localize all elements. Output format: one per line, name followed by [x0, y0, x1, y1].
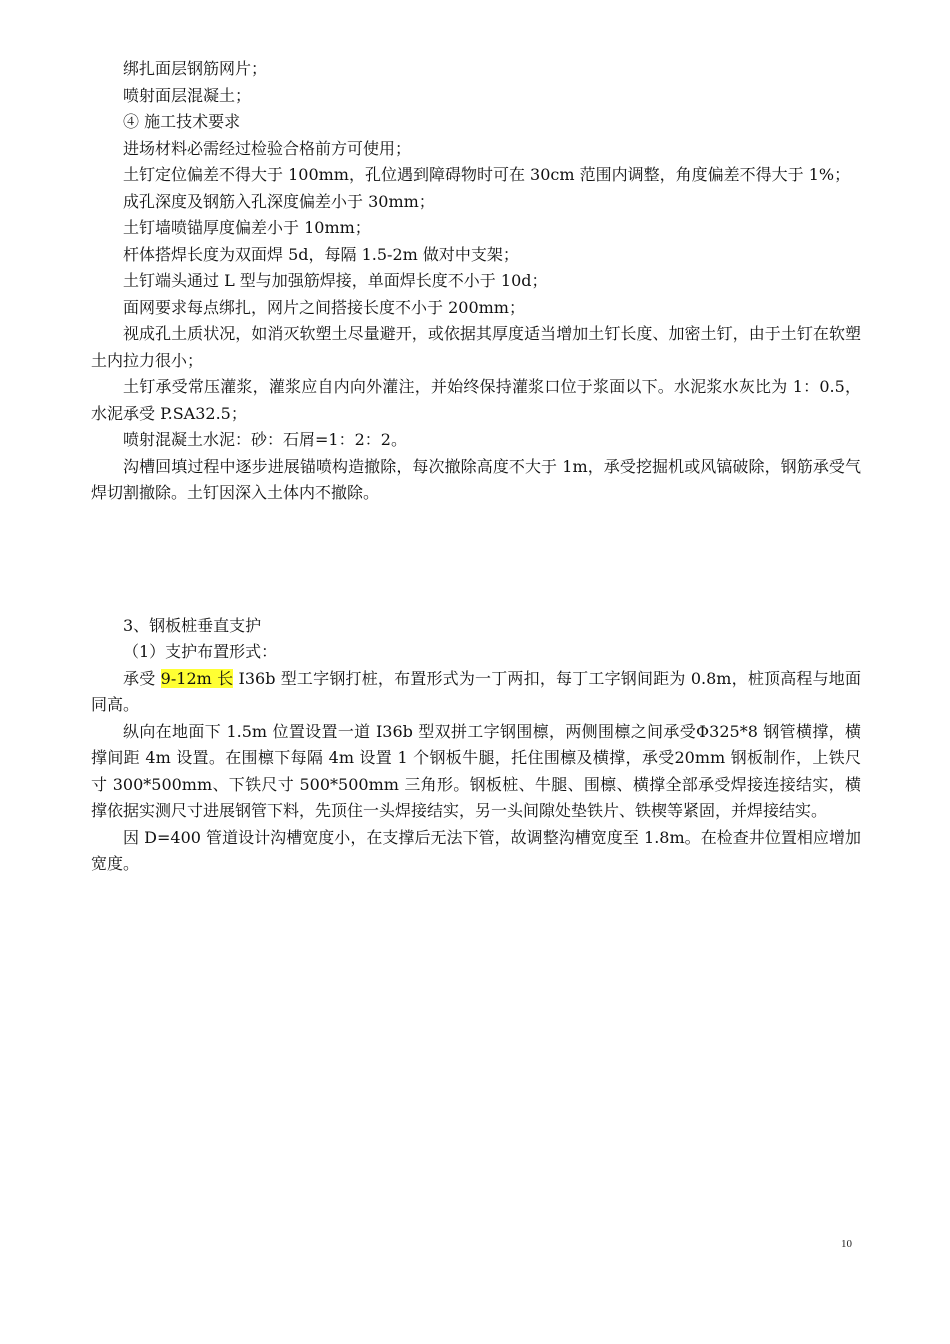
paragraph: 面网要求每点绑扎，网片之间搭接长度不小于 200mm； [123, 297, 525, 317]
section-subheading: （1）支护布置形式： [123, 642, 278, 661]
section-heading: 3、钢板桩垂直支护 [123, 615, 262, 635]
paragraph-suffix: I36b 型工字钢打桩，布置形式为一丁两扣，每丁工字钢间距为 0.8m，桩顶高程与地面同高。 [91, 668, 861, 714]
paragraph: 土钉承受常压灌浆，灌浆应自内向外灌注，并始终保持灌浆口位于浆面以下。水泥浆水灰比为 1：0.5，水泥承受 P.SA32.5； [91, 377, 861, 423]
paragraph: 喷射面层混凝土； [123, 85, 252, 105]
paragraph-prefix: 承受 [123, 668, 161, 688]
paragraph: 土钉定位偏差不得大于 100mm，孔位遇到障碍物时可在 30cm 范围内调整，角度偏差不得大于 1%； [123, 165, 851, 184]
paragraph: 土钉端头通过 L 型与加强筋焊接，单面焊长度不小于 10d； [123, 271, 548, 290]
paragraph: 土钉墙喷锚厚度偏差小于 10mm； [123, 218, 371, 237]
paragraph: 视成孔土质状况，如消灭软塑土尽量避开，或依据其厚度适当增加土钉长度、加密土钉，由于土钉在软塑土内拉力很小； [91, 324, 861, 370]
highlighted-text: 9-12m 长 [160, 668, 234, 688]
paragraph: 进场材料必需经过检验合格前方可使用； [123, 138, 412, 158]
paragraph: 喷射混凝土水泥：砂：石屑=1：2：2。 [123, 430, 407, 449]
paragraph [91, 666, 861, 719]
document-body [91, 56, 861, 878]
subsection-heading: ④ 施工技术要求 [123, 112, 241, 131]
paragraph: 杆体搭焊长度为双面焊 5d，每隔 1.5-2m 做对中支架； [123, 244, 519, 264]
paragraph: 成孔深度及钢筋入孔深度偏差小于 30mm； [123, 191, 435, 211]
spacer [91, 507, 861, 613]
paragraph: 沟槽回填过程中逐步进展锚喷构造撤除，每次撤除高度不大于 1m，承受挖掘机或风镐破除，钢筋承受气焊切割撤除。土钉因深入土体内不撤除。 [91, 456, 861, 502]
paragraph: 绑扎面层钢筋网片； [123, 59, 268, 78]
paragraph: 因 D=400 管道设计沟槽宽度小，在支撑后无法下管，故调整沟槽宽度至 1.8m。在检查井位置相应增加宽度。 [91, 827, 861, 873]
page-number: 10 [841, 1238, 852, 1250]
paragraph: 纵向在地面下 1.5m 位置设置一道 I36b 型双拼工字钢围檩，两侧围檩之间承受Φ325*8 钢管横撑，横撑间距 4m 设置。在围檩下每隔 4m 设置 1 个钢板牛腿，托住围檩及横撑，承受20mm 钢板制作，上铁尺寸 300*500mm、下铁尺寸 500*500mm 三角形。钢板桩、牛腿、围檩、横撑全部承受焊接连接结实，横撑依据实测尺寸进展钢管下料，先顶住一头焊接结实，另一头间隙处垫铁片、铁楔等紧固，并焊接结实。 [91, 721, 861, 820]
